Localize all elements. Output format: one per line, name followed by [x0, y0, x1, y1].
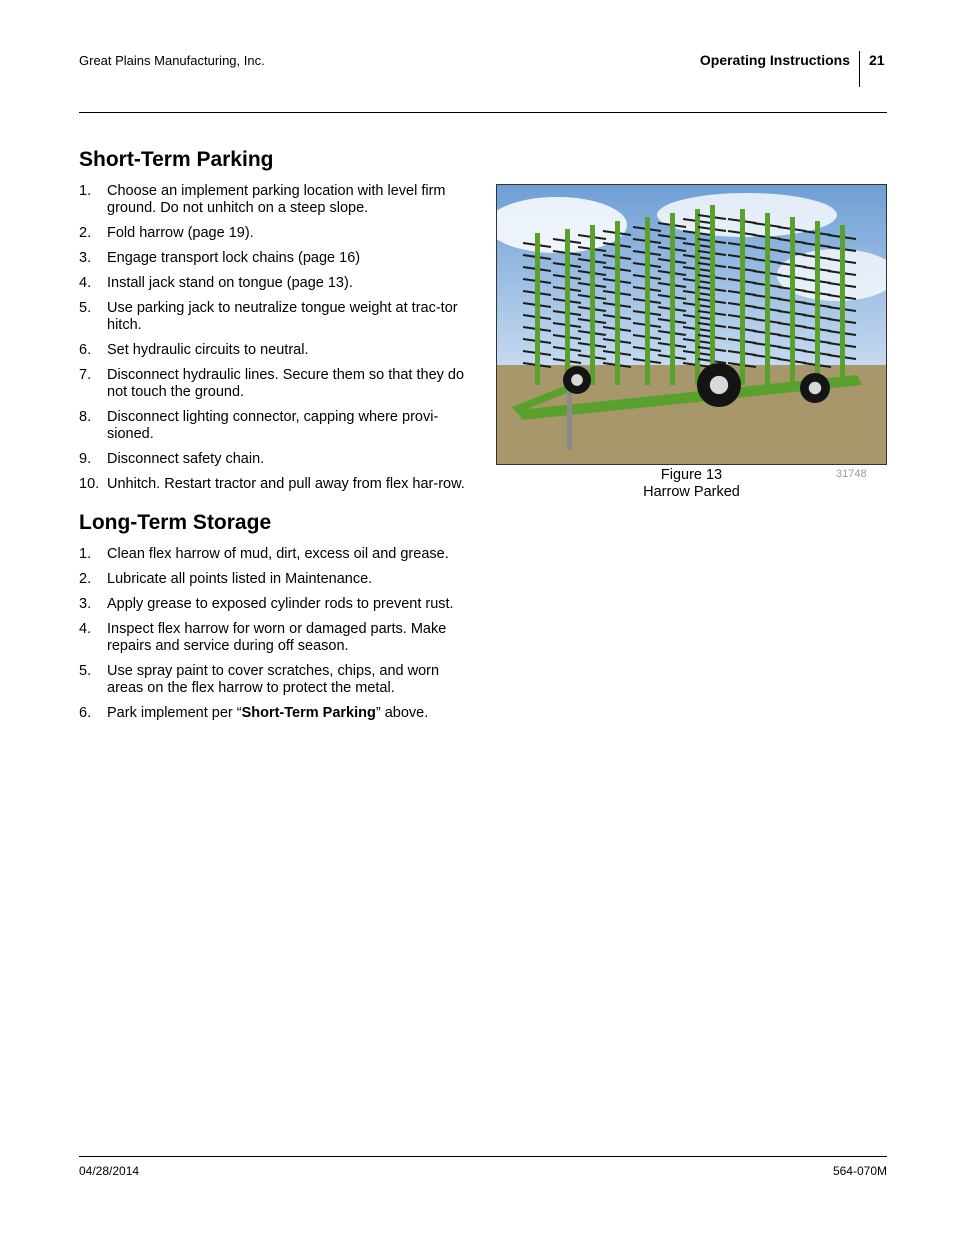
figure-label: Figure 13: [660, 467, 723, 483]
figure-id: 31748: [836, 468, 867, 480]
harrow-frame-post: [765, 213, 770, 385]
step-text: Disconnect lighting connector, capping where provi-sioned.: [107, 409, 439, 442]
left-column: [79, 147, 474, 730]
harrow-frame-post: [740, 209, 745, 385]
list-item: [79, 409, 474, 443]
step-number: 7.: [79, 367, 92, 383]
harrow-frame-post: [645, 217, 650, 385]
figure-title: Harrow Parked: [643, 484, 740, 500]
list-item: [79, 367, 474, 401]
list-item: [79, 342, 474, 359]
list-item: [79, 275, 474, 292]
long-term-steps-list: [79, 546, 474, 697]
list-item: [79, 300, 474, 334]
footer-date: 04/28/2014: [79, 1164, 140, 1178]
harrow-frame-post: [535, 233, 540, 385]
harrow-frame-post: [790, 217, 795, 385]
step-text: Apply grease to exposed cylinder rods to prevent rust.: [107, 596, 454, 612]
step-text-prefix: Park implement per “: [107, 705, 242, 721]
step-number: 5.: [79, 663, 92, 679]
header-company: Great Plains Manufacturing, Inc.: [79, 53, 265, 68]
step-text: Clean flex harrow of mud, dirt, excess oil and grease.: [107, 546, 449, 562]
step-number: 9.: [79, 451, 92, 467]
step-number: 6.: [79, 342, 92, 358]
step-text: Use spray paint to cover scratches, chips, and worn areas on the flex harrow to protect the metal.: [107, 663, 440, 696]
list-item: [79, 225, 474, 242]
harrow-wheel-hub: [571, 374, 583, 386]
list-item: [79, 705, 474, 722]
harrow-wheel-hub: [710, 376, 728, 394]
header-divider: [859, 51, 860, 87]
step-number: 8.: [79, 409, 92, 425]
step-text: Choose an implement parking location with level firm ground. Do not unhitch on a steep slope.: [107, 183, 446, 216]
step-number: 2.: [79, 571, 92, 587]
step-text: Use parking jack to neutralize tongue weight at trac-tor hitch.: [107, 300, 458, 333]
short-term-parking-heading: Short-Term Parking: [79, 148, 274, 171]
harrow-frame-post: [590, 225, 595, 385]
step-number: 5.: [79, 300, 92, 316]
step-text: Inspect flex harrow for worn or damaged parts. Make repairs and service during off season.: [107, 621, 447, 654]
footer-rule: [79, 1156, 887, 1157]
step-text: Disconnect safety chain.: [107, 451, 265, 467]
step-text: Lubricate all points listed in Maintenance.: [107, 571, 373, 587]
list-item: [79, 476, 474, 493]
step-text: Fold harrow (page 19).: [107, 225, 254, 241]
list-item: [79, 546, 474, 563]
harrow-parked-photo: [496, 184, 887, 465]
short-term-steps-list: [79, 183, 474, 493]
step-text: Set hydraulic circuits to neutral.: [107, 342, 309, 358]
list-item: [79, 596, 474, 613]
step-number: 3.: [79, 596, 92, 612]
harrow-frame-post: [615, 221, 620, 385]
step-text: Install jack stand on tongue (page 13).: [107, 275, 353, 291]
long-term-storage-heading: Long-Term Storage: [79, 511, 272, 534]
list-item: [79, 571, 474, 588]
list-item: [79, 663, 474, 697]
footer-doc-number: 564-070M: [832, 1164, 887, 1178]
step-number: 3.: [79, 250, 92, 266]
harrow-frame-post: [670, 213, 675, 385]
harrow-wheel-hub: [809, 382, 822, 395]
list-item: [79, 621, 474, 655]
step-text: Disconnect hydraulic lines. Secure them so that they do not touch the ground.: [107, 367, 465, 400]
harrow-frame-post: [710, 205, 715, 385]
harrow-frame-post: [565, 229, 570, 385]
step-number: 4.: [79, 275, 92, 291]
step-text: Unhitch. Restart tractor and pull away from flex har-row.: [107, 476, 465, 492]
list-item: [79, 183, 474, 217]
step-number: 10.: [79, 476, 100, 492]
header-section-title: Operating Instructions: [699, 52, 850, 68]
page-number: 21: [869, 52, 885, 68]
harrow-frame-post: [840, 225, 845, 385]
header-rule: [79, 112, 887, 113]
step-number: 1.: [79, 546, 92, 562]
harrow-frame-post: [815, 221, 820, 385]
harrow-illustration: [497, 185, 886, 464]
long-term-last-step-list: [79, 705, 474, 722]
step-number: 4.: [79, 621, 92, 637]
step-text-bold-reference: Short-Term Parking: [241, 705, 376, 721]
step-text: Engage transport lock chains (page 16): [107, 250, 361, 266]
figure-caption: [496, 467, 887, 501]
step-number: 6.: [79, 705, 92, 721]
step-number: 1.: [79, 183, 92, 199]
step-text-suffix: ” above.: [375, 705, 429, 721]
step-number: 2.: [79, 225, 92, 241]
list-item: [79, 250, 474, 267]
list-item: [79, 451, 474, 468]
